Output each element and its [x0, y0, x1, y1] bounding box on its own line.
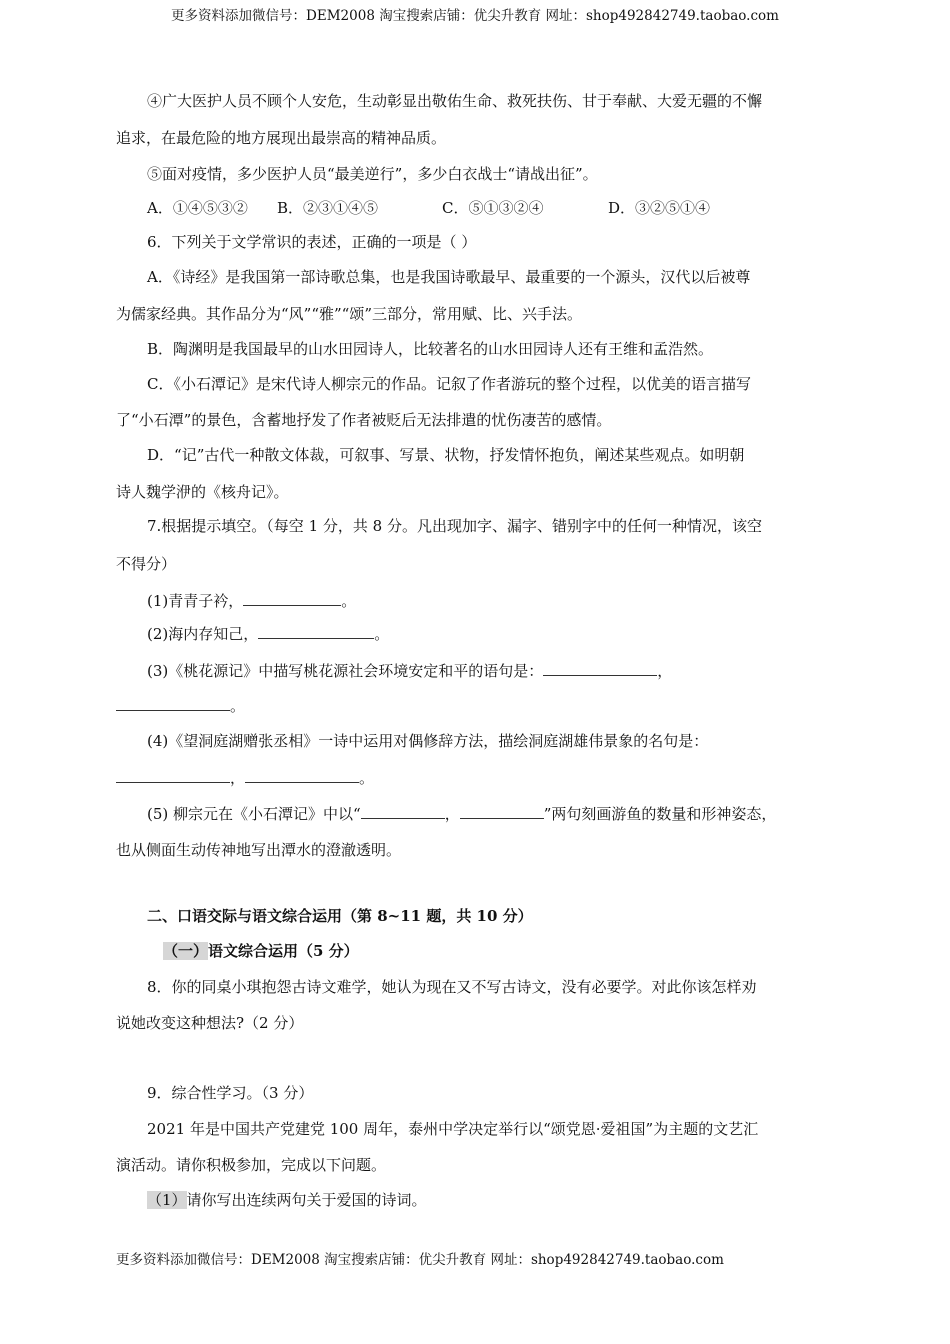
q6-option-c-line1: C．《小石潭记》是宋代诗人柳宗元的作品。记叙了作者游玩的整个过程，以优美的语言描写	[147, 375, 751, 393]
answer-blank[interactable]	[243, 590, 341, 606]
answer-blank[interactable]	[543, 660, 657, 676]
subtitle-text: 语文综合运用（5 分）	[208, 942, 359, 960]
q6-option-c-line2: 了“小石潭”的景色，含蓄地抒发了作者被贬后无法排遣的忧伤凄苦的感情。	[116, 411, 612, 429]
q6-option-a-line1: A．《诗经》是我国第一部诗歌总集，也是我国诗歌最早、最重要的一个源头，汉代以后被尊	[147, 268, 751, 286]
q9-para-line1: 2021 年是中国共产党建党 100 周年，泰州中学决定举行以“颂党恩·爱祖国”为主题的文艺汇	[147, 1120, 759, 1138]
q7-item-4: (4)《望洞庭湖赠张丞相》一诗中运用对偶修辞方法，描绘洞庭湖雄伟景象的名句是：	[147, 732, 709, 750]
q6-option-d-line2: 诗人魏学洢的《核舟记》。	[116, 483, 289, 501]
q8-line1: 8．你的同桌小琪抱怨古诗文难学，她认为现在又不写古诗文，没有必要学。对此你该怎样劝	[147, 978, 757, 996]
punct-period: 。	[341, 592, 357, 610]
answer-blank[interactable]	[245, 767, 359, 783]
q9-para-line2: 演活动。请你积极参加，完成以下问题。	[116, 1156, 387, 1174]
q7-item-5	[147, 803, 776, 824]
q7-item-5-text-a: (5) 柳宗元在《小石潭记》中以“	[147, 805, 361, 823]
page-footer: 更多资料添加微信号：DEM2008 淘宝搜索店铺：优尖升教育 网址：shop492842749.taobao.com	[116, 1252, 724, 1268]
q5-sentence-4a: ④广大医护人员不顾个人安危，生动彰显出敬佑生命、救死扶伤、甘于奉献、大爱无疆的不懈	[147, 92, 763, 110]
subtitle-tag: （一）	[163, 942, 209, 960]
q7-item-5-cont: 也从侧面生动传神地写出潭水的澄澈透明。	[116, 841, 402, 859]
q7-item-1	[147, 590, 356, 611]
sub-question-text: 请你写出连续两句关于爱国的诗词。	[186, 1191, 427, 1209]
punct-period: 。	[230, 697, 246, 715]
q7-item-3	[147, 660, 672, 681]
q5-option-a: A．①④⑤③②	[147, 199, 248, 217]
answer-blank[interactable]	[116, 767, 230, 783]
q5-sentence-5: ⑤面对疫情，多少医护人员“最美逆行”，多少白衣战士“请战出征”。	[147, 165, 598, 183]
q8-line2: 说她改变这种想法?（2 分）	[116, 1014, 304, 1032]
q5-option-d: D．③②⑤①④	[608, 199, 711, 217]
q7-item-1-text: (1)青青子衿，	[147, 592, 244, 610]
q7-item-4-cont	[116, 767, 374, 788]
q7-item-2-text: (2)海内存知己，	[147, 625, 259, 643]
q9-stem: 9．综合性学习。（3 分）	[147, 1084, 314, 1102]
answer-blank[interactable]	[116, 695, 230, 711]
section-2-title: 二、口语交际与语文综合运用（第 8~11 题，共 10 分）	[147, 907, 533, 925]
q7-stem-line2: 不得分）	[116, 555, 177, 573]
q7-item-2	[147, 623, 389, 644]
q6-option-d-line1: D．“记”古代一种散文体裁，可叙事、写景、状物，抒发情怀抱负，阐述某些观点。如明朝	[147, 446, 745, 464]
section-2-subtitle	[163, 941, 359, 961]
punct-comma: ，	[230, 769, 246, 787]
q6-stem: 6．下列关于文学常识的表述，正确的一项是（ ）	[147, 233, 477, 251]
punct-comma: ，	[657, 662, 673, 680]
answer-blank[interactable]	[361, 803, 445, 819]
q5-option-b: B．②③①④⑤	[277, 199, 379, 217]
q7-item-3-cont	[116, 695, 245, 716]
punct-comma: ，	[444, 805, 460, 823]
answer-blank[interactable]	[258, 623, 374, 639]
q6-option-b: B．陶渊明是我国最早的山水田园诗人，比较著名的山水田园诗人还有王维和孟浩然。	[147, 340, 714, 358]
page-header: 更多资料添加微信号：DEM2008 淘宝搜索店铺：优尖升教育 网址：shop492842749.taobao.com	[171, 8, 779, 24]
q7-stem-line1: 7.根据提示填空。（每空 1 分，共 8 分。凡出现加字、漏字、错别字中的任何一种情况，该空	[147, 517, 762, 535]
sub-question-tag: （1）	[147, 1191, 187, 1209]
q7-item-5-text-b: ”两句刻画游鱼的数量和形神姿态，	[543, 805, 777, 823]
q9-sub-1	[147, 1190, 427, 1210]
q7-item-3-text: (3)《桃花源记》中描写桃花源社会环境安定和平的语句是：	[147, 662, 544, 680]
punct-period: 。	[359, 769, 375, 787]
punct-period: 。	[374, 625, 390, 643]
q6-option-a-line2: 为儒家经典。其作品分为“风”“雅”“颂”三部分，常用赋、比、兴手法。	[116, 305, 583, 323]
q5-sentence-4b: 追求，在最危险的地方展现出最崇高的精神品质。	[116, 129, 447, 147]
answer-blank[interactable]	[460, 803, 544, 819]
q5-option-c: C．⑤①③②④	[442, 199, 544, 217]
